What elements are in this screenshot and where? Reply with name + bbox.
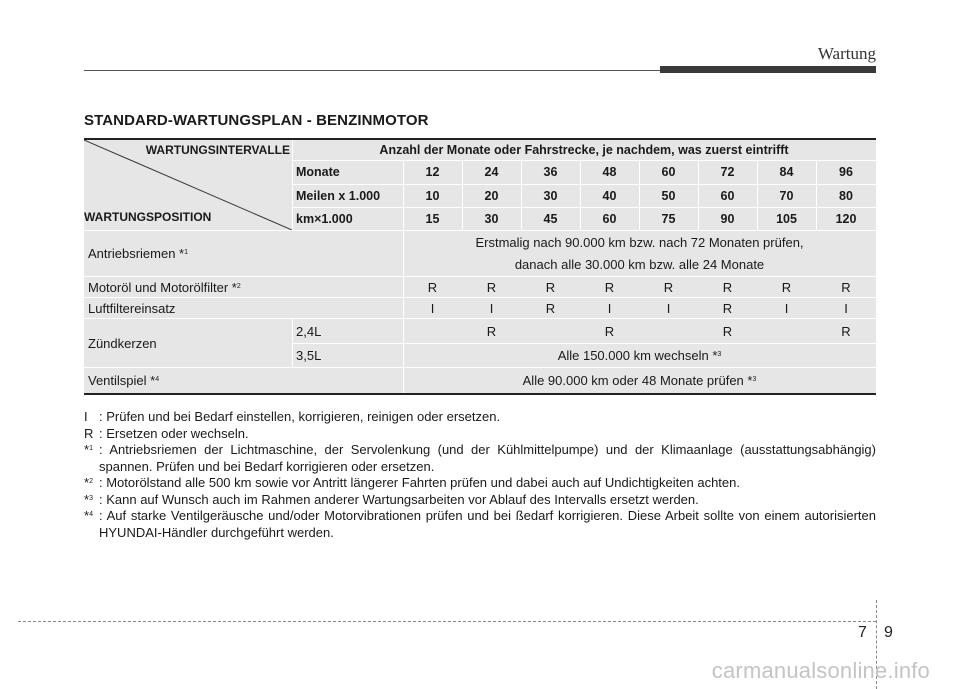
motoroel-value: R — [841, 279, 851, 295]
interval-value: 105 — [776, 211, 797, 226]
interval-header: Anzahl der Monate oder Fahrstrecke, je nachdem, was zuerst eintrifft — [379, 143, 789, 157]
row-label-motoroel: Motoröl und Motorölfilter * $^2$ — [88, 279, 241, 295]
interval-value: 30 — [484, 211, 499, 226]
motoroel-value: R — [427, 279, 438, 295]
interval-value: 60 — [602, 211, 617, 226]
antrieb-text-line1: Erstmalig nach 90.000 km bzw. nach 72 Monaten prüfen, — [475, 234, 804, 250]
row-label-zuendkerzen: Zündkerzen — [88, 335, 157, 351]
antrieb-text-line2: danach alle 30.000 km bzw. alle 24 Monate — [514, 256, 765, 272]
row-label-luftfilter: Luftfiltereinsatz — [88, 300, 176, 316]
zuendkerzen-35-text: Alle 150.000 km wechseln * $^3$ — [557, 348, 722, 363]
luftfilter-value: I — [489, 300, 494, 316]
luftfilter-value: I — [784, 300, 789, 316]
interval-value: 45 — [543, 211, 558, 226]
luftfilter-value: I — [844, 300, 848, 316]
interval-value: 50 — [661, 188, 676, 203]
zuendkerzen-value: R — [722, 323, 733, 339]
row-label-ventilspiel: Ventilspiel * $^4$ — [88, 373, 160, 388]
section-title: Wartung — [817, 44, 876, 63]
motoroel-value: R — [604, 279, 615, 295]
zuendkerzen-value: R — [604, 323, 615, 339]
header-rule-accent — [660, 66, 876, 73]
footer-rule — [18, 621, 876, 622]
corner-label-intervals: WARTUNGSINTERVALLE — [145, 143, 290, 157]
interval-label-months: Monate — [296, 165, 340, 179]
interval-value: 20 — [484, 188, 499, 203]
interval-value: 72 — [720, 165, 735, 179]
row-label-antriebsriemen: Antriebsriemen * $^1$ — [88, 246, 189, 261]
interval-value: 75 — [661, 211, 676, 226]
interval-value: 96 — [839, 165, 853, 179]
motoroel-value: R — [545, 279, 556, 295]
note-item: I : Prüfen und bei Bedarf einstellen, korrigieren, reinigen oder ersetzen. — [84, 409, 501, 424]
interval-value: 36 — [543, 165, 558, 179]
interval-label-km: km×1.000 — [296, 211, 353, 226]
note-item: *$^4$ : Auf starke Ventilgeräusche und/oder Motorvibrationen prüfen und bei ßedarf korrigieren. Diese Arbeit sollte von einem autorisierten HYUNDAI-Händler durchgeführt werden. — [84, 508, 876, 540]
interval-value: 120 — [835, 211, 857, 226]
watermark: carmanualsonline.info — [711, 658, 930, 683]
zuendkerzen-value: R — [841, 323, 851, 339]
page-number: 9 — [884, 624, 893, 641]
interval-value: 84 — [779, 165, 794, 179]
page-heading: STANDARD-WARTUNGSPLAN - BENZINMOTOR — [84, 112, 429, 129]
motoroel-value: R — [663, 279, 674, 295]
legend-notes — [84, 409, 876, 541]
interval-value: 30 — [543, 188, 558, 203]
luftfilter-value: R — [545, 300, 556, 316]
interval-value: 10 — [425, 188, 440, 203]
luftfilter-value: I — [430, 300, 435, 316]
zuendkerzen-variant-24: 2,4L — [296, 323, 322, 339]
motoroel-value: R — [486, 279, 497, 295]
interval-value: 48 — [602, 165, 617, 179]
page-number-chapter: 7 — [858, 624, 867, 641]
note-item: *$^3$ : Kann auf Wunsch auch im Rahmen anderer Wartungsarbeiten vor Ablauf des Intervalls ersetzt werden. — [84, 491, 699, 507]
zuendkerzen-variant-35: 3,5L — [296, 348, 322, 363]
motoroel-value: R — [722, 279, 733, 295]
corner-label-position: WARTUNGSPOSITION — [84, 210, 212, 224]
luftfilter-value: I — [666, 300, 671, 316]
luftfilter-value: I — [607, 300, 612, 316]
interval-value: 60 — [720, 188, 735, 203]
interval-value: 60 — [661, 165, 676, 179]
note-item: *$^1$ : Antriebsriemen der Lichtmaschine, der Servolenkung (und der Kühlmittelpumpe) und der Klimaanlage (ausstattungsabhängig) spannen. Prüfen und bei Bedarf korrigieren oder ersetzen. — [84, 442, 876, 474]
interval-label-miles: Meilen x 1.000 — [296, 188, 381, 203]
interval-value: 24 — [484, 165, 499, 179]
header-rule — [84, 70, 660, 71]
interval-value: 90 — [720, 211, 735, 226]
note-item: *$^2$ : Motorölstand alle 500 km sowie vor Antritt längerer Fahrten prüfen und dabei auch auf Undichtigkeiten achten. — [84, 475, 740, 490]
zuendkerzen-value: R — [486, 323, 497, 339]
ventilspiel-text: Alle 90.000 km oder 48 Monate prüfen * $^3$ — [522, 373, 757, 388]
motoroel-value: R — [781, 279, 792, 295]
interval-value: 15 — [425, 211, 440, 226]
luftfilter-value: R — [722, 300, 733, 316]
interval-value: 70 — [779, 188, 794, 203]
note-item: R : Ersetzen oder wechseln. — [84, 425, 249, 441]
interval-value: 80 — [839, 188, 853, 203]
interval-value: 12 — [425, 165, 440, 179]
table-bottom-border — [84, 393, 876, 395]
interval-value: 40 — [602, 188, 617, 203]
